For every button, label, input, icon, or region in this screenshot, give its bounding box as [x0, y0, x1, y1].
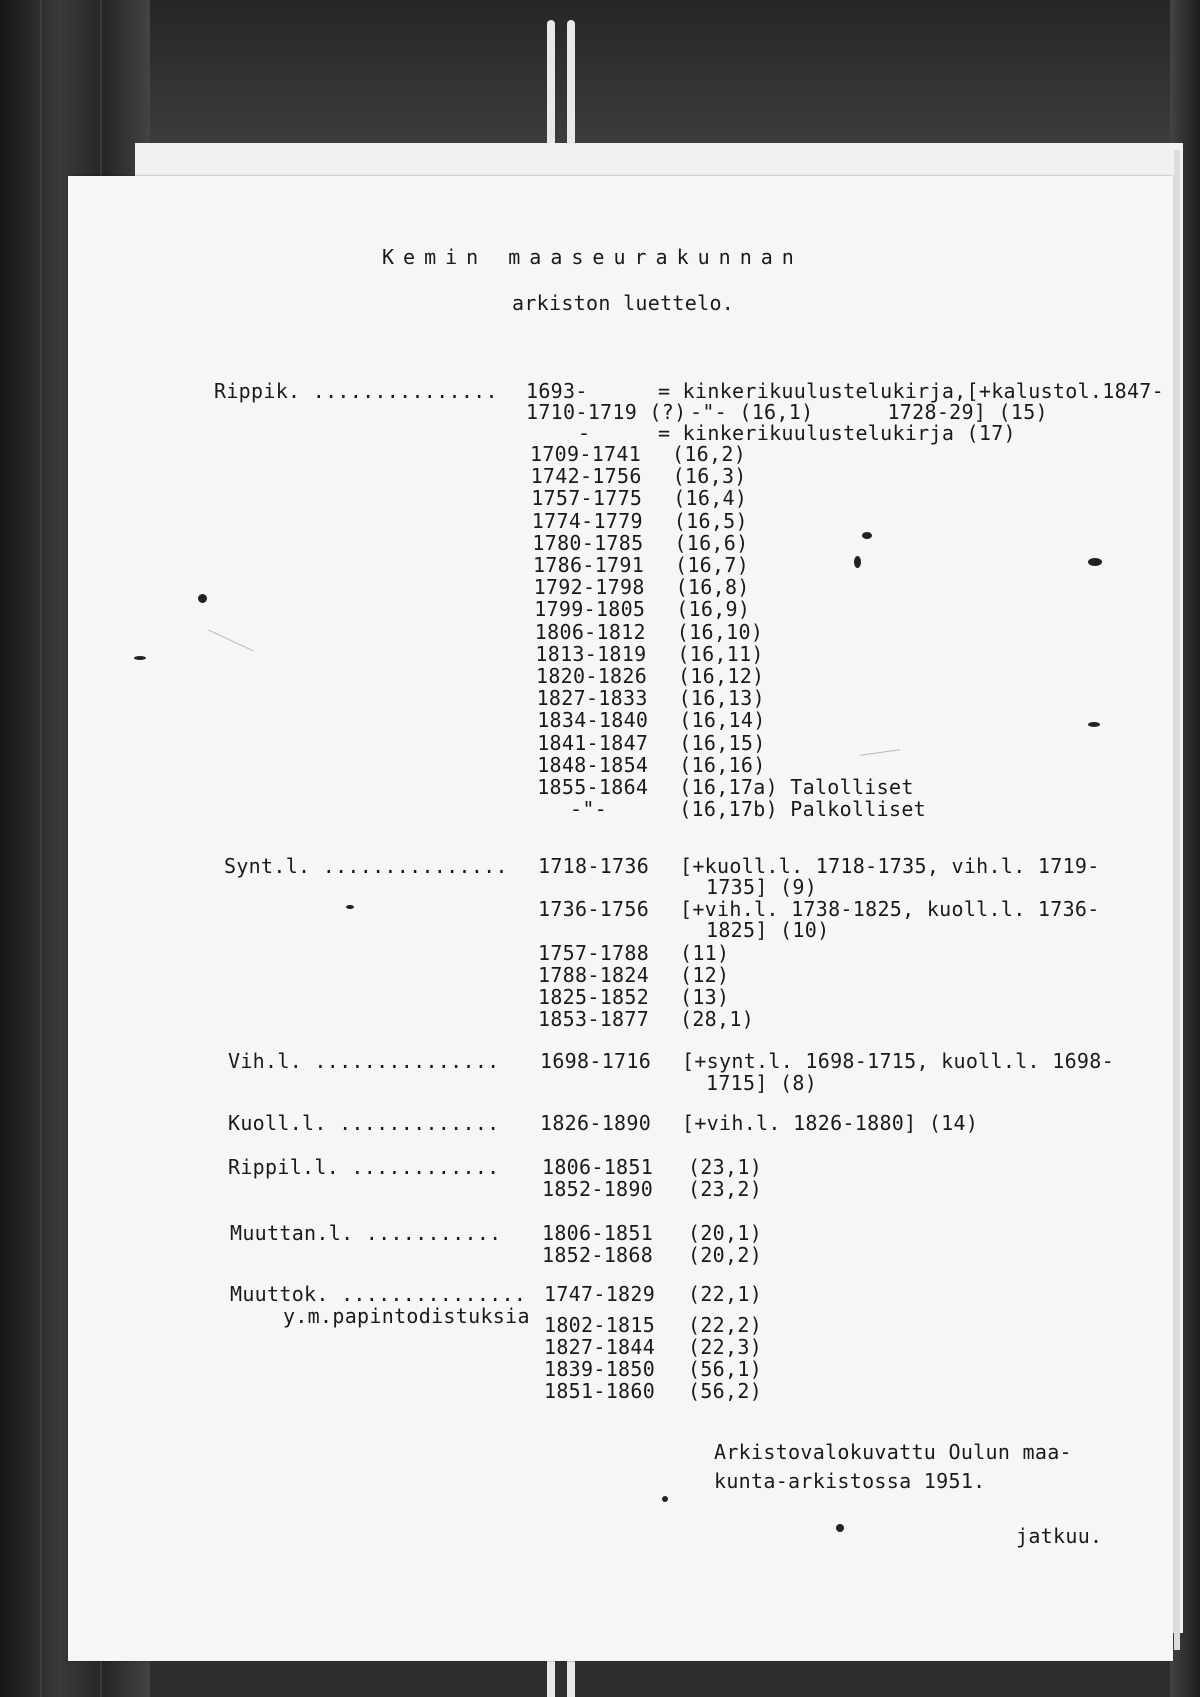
rippik-volume-years: 1855-1864 [537, 775, 649, 799]
rippik-volume-ref: (16,4) [673, 486, 748, 511]
muuttok-years: 1802-1815 [544, 1313, 656, 1337]
rippik-volume-ref: (16,12) [678, 664, 765, 688]
dust-speck [662, 1496, 668, 1502]
rippik-volume-ref: (16,2) [672, 442, 747, 466]
rippik-volume-ref: (16,14) [679, 708, 766, 733]
rippik-volume-years: 1820-1826 [536, 664, 648, 688]
rippik-volume-ref: (16,8) [675, 575, 750, 600]
document-title: Kemin maaseurakunnan [382, 245, 803, 269]
rippik-volume-ref: (16,17a) Talolliset [679, 775, 914, 799]
synt-ref: (28,1) [680, 1007, 755, 1031]
rippil-ref: (23,2) [688, 1177, 763, 1201]
rippil-years: 1852-1890 [542, 1177, 654, 1201]
muuttok-years: 1851-1860 [544, 1379, 656, 1403]
rippik-volume-years: 1774-1779 [531, 508, 643, 533]
rippik-volume-ref: (16,9) [676, 597, 751, 622]
rippik-volume-years: 1780-1785 [532, 530, 644, 555]
muuttan-years: 1852-1868 [542, 1243, 654, 1267]
dust-speck [862, 532, 872, 539]
muuttok-years: 1827-1844 [544, 1335, 656, 1359]
section-label-muuttan: Muuttan.l. ........... [230, 1221, 502, 1245]
muuttan-years: 1806-1851 [542, 1221, 654, 1245]
synt-years: 1736-1756 [538, 897, 650, 921]
synt-ref: [+kuoll.l. 1718-1735, vih.l. 1719- [680, 854, 1100, 878]
muuttok-years: 1839-1850 [544, 1357, 656, 1381]
entry-reference: [+synt.l. 1698-1715, kuoll.l. 1698- [682, 1049, 1114, 1073]
muuttok-ref: (22,2) [688, 1313, 763, 1337]
clip-mark [547, 20, 555, 150]
entry-description: = kinkerikuulustelukirja (17) [658, 421, 1016, 445]
rippik-volume-ref: (16,10) [676, 619, 764, 644]
synt-years: 1757-1788 [538, 941, 650, 965]
section-label-synt: Synt.l. ............... [224, 854, 508, 878]
archive-note-line1: Arkistovalokuvattu Oulun maa- [714, 1440, 1072, 1464]
entry-years: 1693- [526, 379, 588, 403]
rippik-volume-years: -"- [570, 797, 608, 822]
rippik-volume-ref: (16,7) [675, 553, 750, 577]
entry-reference: 1715] (8) [706, 1071, 818, 1095]
synt-years: 1825-1852 [538, 985, 650, 1009]
rippil-ref: (23,1) [688, 1155, 763, 1179]
rippik-volume-years: 1813-1819 [535, 641, 647, 666]
archive-note-line2: kunta-arkistossa 1951. [714, 1469, 986, 1493]
section-label-kuoll: Kuoll.l. ............. [228, 1111, 500, 1135]
entry-description: -"- (16,1) 1728-29] (15) [690, 400, 1048, 424]
film-background-top [0, 0, 1200, 150]
clip-mark [567, 20, 575, 150]
entry-reference: [+vih.l. 1826-1880] (14) [682, 1111, 979, 1135]
entry-years: - [578, 421, 591, 445]
rippik-volume-ref: (16,16) [679, 752, 766, 777]
film-line [40, 0, 42, 1697]
synt-years: 1788-1824 [538, 963, 650, 987]
section-label-rippil: Rippil.l. ............ [228, 1155, 500, 1179]
rippik-volume-years: 1742-1756 [530, 464, 642, 489]
continues-note: jatkuu. [1016, 1524, 1103, 1548]
rippik-volume-years: 1841-1847 [537, 730, 649, 755]
synt-ref: (11) [680, 941, 730, 965]
section-label-vih: Vih.l. ............... [228, 1049, 500, 1073]
rippik-volume-ref: (16,6) [674, 530, 749, 555]
dust-speck [134, 656, 146, 660]
entry-years: 1710-1719 (?) [526, 400, 687, 424]
entry-description: = kinkerikuulustelukirja,[+kalustol.1847- [658, 379, 1164, 403]
rippik-volume-ref: (16,11) [677, 641, 764, 666]
rippik-volume-ref: (16,3) [672, 464, 747, 489]
rippik-volume-years: 1757-1775 [531, 486, 643, 511]
rippik-volume-years: 1834-1840 [537, 708, 649, 733]
rippik-volume-years: 1848-1854 [537, 752, 649, 777]
section-label-rippik: Rippik. ............... [214, 379, 498, 403]
muuttan-ref: (20,1) [688, 1221, 763, 1245]
section-sublabel-muuttok: y.m.papintodistuksia [283, 1304, 530, 1328]
muuttok-ref: (22,1) [688, 1282, 763, 1306]
rippik-volume-years: 1806-1812 [534, 619, 646, 644]
muuttan-ref: (20,2) [688, 1243, 763, 1267]
muuttok-years: 1747-1829 [544, 1282, 656, 1306]
synt-years: 1853-1877 [538, 1007, 650, 1031]
rippik-volume-years: 1792-1798 [533, 575, 645, 600]
entry-years: 1698-1716 [540, 1049, 652, 1073]
paper-edge [1174, 150, 1180, 1650]
rippik-volume-years: 1827-1833 [536, 686, 648, 711]
rippik-volume-years: 1799-1805 [534, 597, 646, 622]
clip-mark [547, 1660, 555, 1697]
rippil-years: 1806-1851 [542, 1155, 654, 1179]
muuttok-ref: (22,3) [688, 1335, 763, 1359]
rippik-volume-ref: (16,15) [679, 730, 766, 755]
rippik-volume-ref: (16,13) [678, 686, 765, 711]
synt-ref: (12) [680, 963, 730, 987]
rippik-volume-years: 1786-1791 [533, 553, 645, 577]
dust-speck [198, 594, 207, 603]
section-label-muuttok: Muuttok. ............... [230, 1282, 527, 1306]
rippik-volume-ref: (16,17b) Palkolliset [679, 797, 927, 822]
dust-speck [1088, 558, 1102, 566]
dust-speck [854, 556, 861, 568]
synt-years: 1718-1736 [538, 854, 650, 878]
synt-ref: (13) [680, 985, 730, 1009]
rippik-volume-years: 1709-1741 [530, 442, 642, 466]
dust-speck [836, 1524, 844, 1532]
clip-mark [567, 1660, 575, 1697]
synt-ref-cont: 1825] (10) [706, 918, 830, 942]
dust-speck [346, 905, 354, 909]
entry-years: 1826-1890 [540, 1111, 652, 1135]
dust-speck [1088, 722, 1100, 727]
muuttok-ref: (56,1) [688, 1357, 763, 1381]
rippik-volume-ref: (16,5) [673, 508, 748, 533]
muuttok-ref: (56,2) [688, 1379, 763, 1403]
synt-ref-cont: 1735] (9) [706, 875, 818, 899]
document-subtitle: arkiston luettelo. [512, 291, 735, 315]
synt-ref: [+vih.l. 1738-1825, kuoll.l. 1736- [680, 897, 1100, 921]
